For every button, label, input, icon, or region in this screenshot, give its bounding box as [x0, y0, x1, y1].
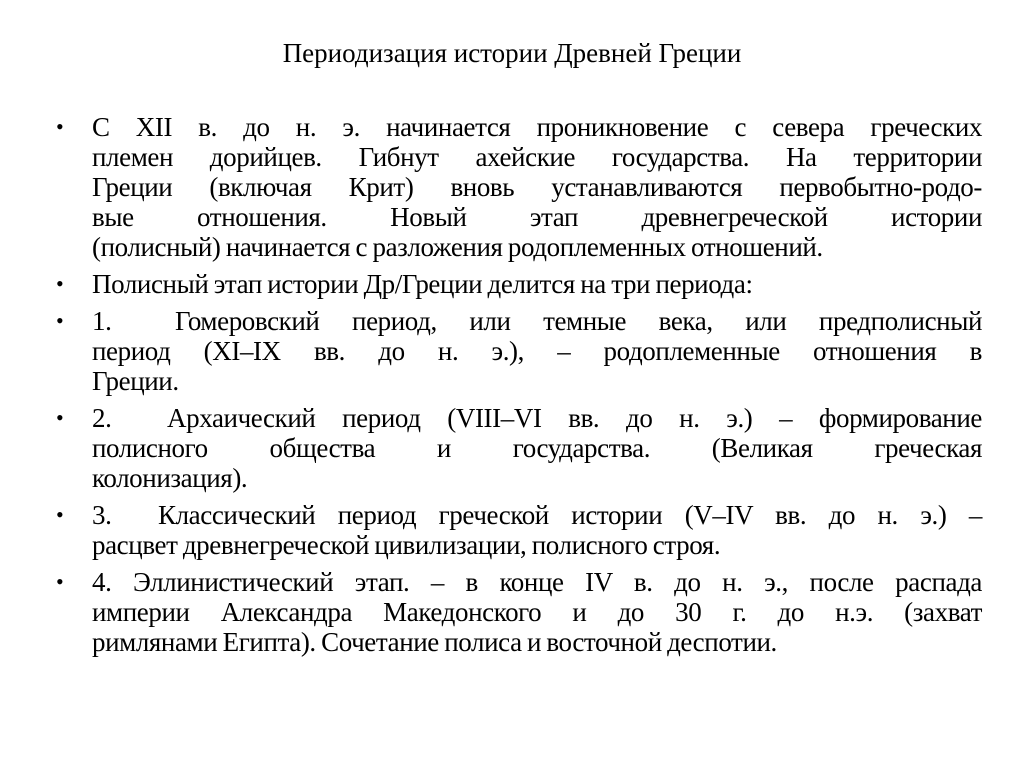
- item-text: Архаический период (VIII–VI вв. до н. э.) – формирование: [167, 403, 982, 433]
- text-line: Греции (включая Крит) вновь устанавливаются первобытно-родо-: [92, 172, 982, 202]
- text-line: империи Александра Македонского и до 30 г. до н.э. (захват: [92, 597, 982, 627]
- text-line: 4. Эллинистический этап. – в конце IV в. до н. э., после распада: [92, 567, 982, 597]
- text-line: расцвет древнегреческой цивилизации, полисного строя.: [92, 530, 721, 560]
- item-number: 3.: [92, 500, 112, 530]
- bullet-icon: •: [56, 308, 64, 333]
- list-item: [52, 567, 982, 657]
- list-item: [52, 403, 982, 493]
- text-line: (полисный) начинается с разложения родоплеменных отношений.: [92, 232, 823, 262]
- bullet-icon: •: [56, 405, 64, 430]
- text-line: вые отношения. Новый этап древнегреческой истории: [92, 202, 982, 232]
- bullet-icon: •: [56, 271, 64, 296]
- bullet-icon: •: [56, 114, 64, 139]
- item-number: 2.: [92, 403, 112, 433]
- bullet-icon: •: [56, 502, 64, 527]
- text-line: колонизация).: [92, 463, 248, 493]
- bullet-list: [52, 112, 982, 664]
- item-text: Классический период греческой истории (V–IV вв. до н. э.) –: [158, 500, 982, 530]
- text-line: [92, 403, 982, 433]
- slide-title: Периодизация истории Древней Греции: [282, 38, 742, 68]
- list-item: [52, 306, 982, 396]
- text-line: римлянами Египта). Сочетание полиса и восточной деспотии.: [92, 627, 777, 657]
- text-line: племен дорийцев. Гибнут ахейские государства. На территории: [92, 142, 982, 172]
- text-line: Греции.: [92, 366, 179, 396]
- bullet-icon: •: [56, 569, 64, 594]
- text-line: Полисный этап истории Др/Греции делится на три периода:: [92, 269, 753, 299]
- text-line: период (XI–IX вв. до н. э.), – родоплеменные отношения в: [92, 336, 982, 366]
- text-line: [92, 500, 982, 530]
- item-number: 1.: [92, 306, 112, 336]
- list-item: [52, 500, 982, 560]
- list-item: [52, 269, 982, 299]
- text-line: [92, 306, 982, 336]
- text-line: С XII в. до н. э. начинается проникновение с севера греческих: [92, 112, 982, 142]
- list-item: [52, 112, 982, 262]
- text-line: полисного общества и государства. (Великая греческая: [92, 433, 982, 463]
- item-text: Гомеровский период, или темные века, или предполисный: [175, 306, 982, 336]
